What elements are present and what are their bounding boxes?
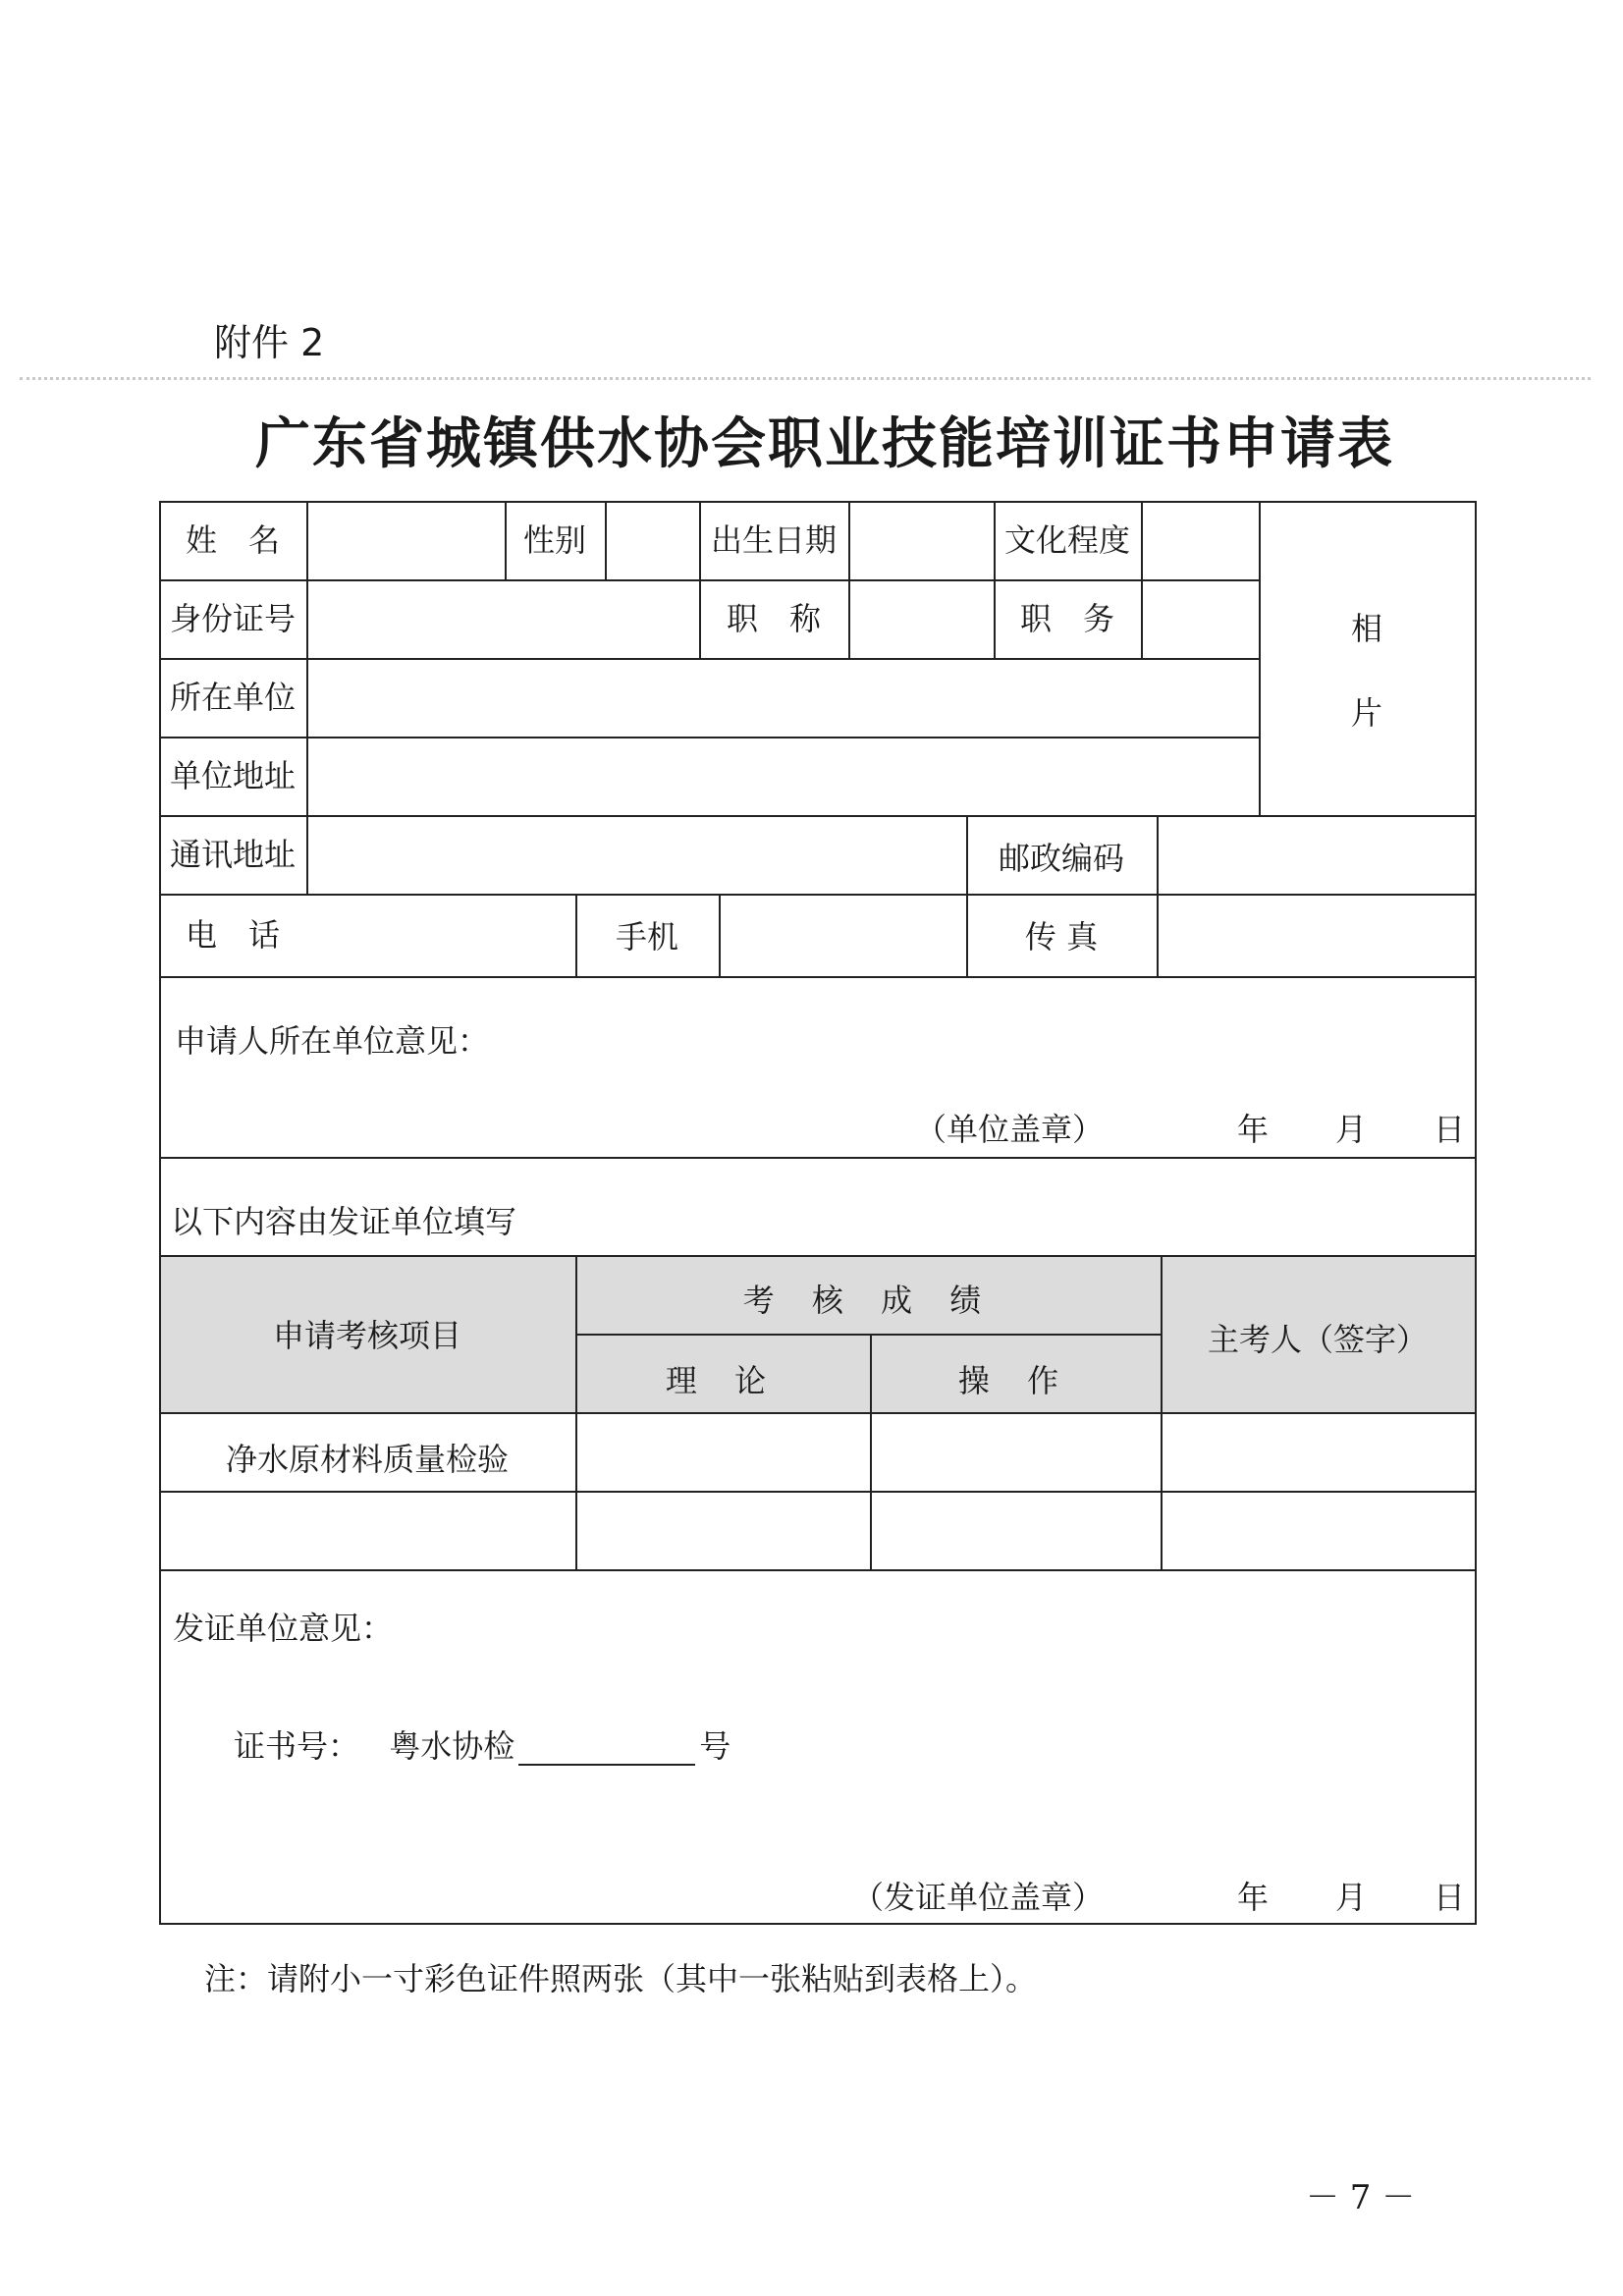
col-line [848,501,850,658]
row-line [159,1569,1477,1571]
row-line [575,1334,1163,1336]
issuer-year-label: 年 [1237,1879,1270,1916]
assessment-examiner-header: 主考人（签字） [1207,1321,1428,1358]
assessment-theory-header: 理 论 [665,1362,781,1399]
cert-suffix: 号 [699,1727,731,1765]
assessment-item-1: 净水原材料质量检验 [225,1441,509,1478]
row-line [159,1255,1477,1257]
issuer-day-label: 日 [1434,1879,1466,1916]
col-line [1141,501,1143,658]
applicant-day-label: 日 [1434,1111,1466,1148]
issuer-month-label: 月 [1335,1879,1368,1916]
scan-divider [20,377,1591,380]
col-line [719,894,721,976]
border-right [1475,501,1477,1925]
birth-label: 出生日期 [710,521,837,559]
phone-label: 电 话 [185,916,280,954]
unit-address-label: 单位地址 [169,757,296,794]
row-line [159,976,1477,978]
assessment-score-header: 考 核 成 绩 [742,1282,996,1319]
row-line [159,1412,1477,1414]
border-bottom [159,1923,1477,1925]
applicant-year-label: 年 [1237,1111,1270,1148]
mail-address-label: 通讯地址 [169,836,296,873]
photo-label-1: 相 [1350,610,1382,647]
position-label: 职 务 [1019,600,1114,637]
title-rank-label: 职 称 [726,600,821,637]
page-number: － 7 － [1306,2178,1416,2217]
issuer-section-header: 以下内容由发证单位填写 [171,1203,517,1240]
form-title: 广东省城镇供水协会职业技能培训证书申请表 [255,412,1394,476]
applicant-stamp-label: （单位盖章） [915,1111,1105,1148]
name-label: 姓 名 [185,521,280,559]
applicant-opinion-label: 申请人所在单位意见： [175,1022,490,1060]
application-form [159,501,1477,1925]
col-line [1157,815,1159,976]
gender-label: 性别 [522,521,586,559]
row-line [159,579,1259,581]
photo-label-2: 片 [1350,694,1382,732]
col-line [1259,501,1261,815]
row-line [159,737,1259,738]
cert-number-blank[interactable] [518,1734,695,1766]
row-line [159,815,1477,817]
row-line [159,1491,1477,1493]
border-top [159,501,1477,503]
row-line [159,894,1477,896]
assessment-item-header: 申请考核项目 [272,1317,461,1354]
assessment-operation-header: 操 作 [957,1362,1073,1399]
col-line [605,501,607,579]
certificate-number-line [234,1726,730,1766]
cert-prefix: 粤水协检 [389,1727,515,1765]
row-line [159,1157,1477,1159]
education-label: 文化程度 [1003,521,1130,559]
id-number-label: 身份证号 [169,600,296,637]
footnote: 注：请附小一寸彩色证件照两张（其中一张粘贴到表格上）。 [204,1960,1038,1997]
issuer-stamp-label: （发证单位盖章） [852,1879,1105,1916]
row-line [159,658,1259,660]
work-unit-label: 所在单位 [169,679,296,716]
col-line [306,501,308,894]
attachment-label: 附件 2 [214,321,325,364]
issuer-opinion-label: 发证单位意见： [173,1610,394,1647]
postcode-label: 邮政编码 [998,840,1124,877]
fax-label: 传 真 [1024,918,1099,956]
applicant-month-label: 月 [1335,1111,1368,1148]
mobile-label: 手机 [615,918,678,956]
cert-no-label: 证书号： [234,1727,360,1765]
